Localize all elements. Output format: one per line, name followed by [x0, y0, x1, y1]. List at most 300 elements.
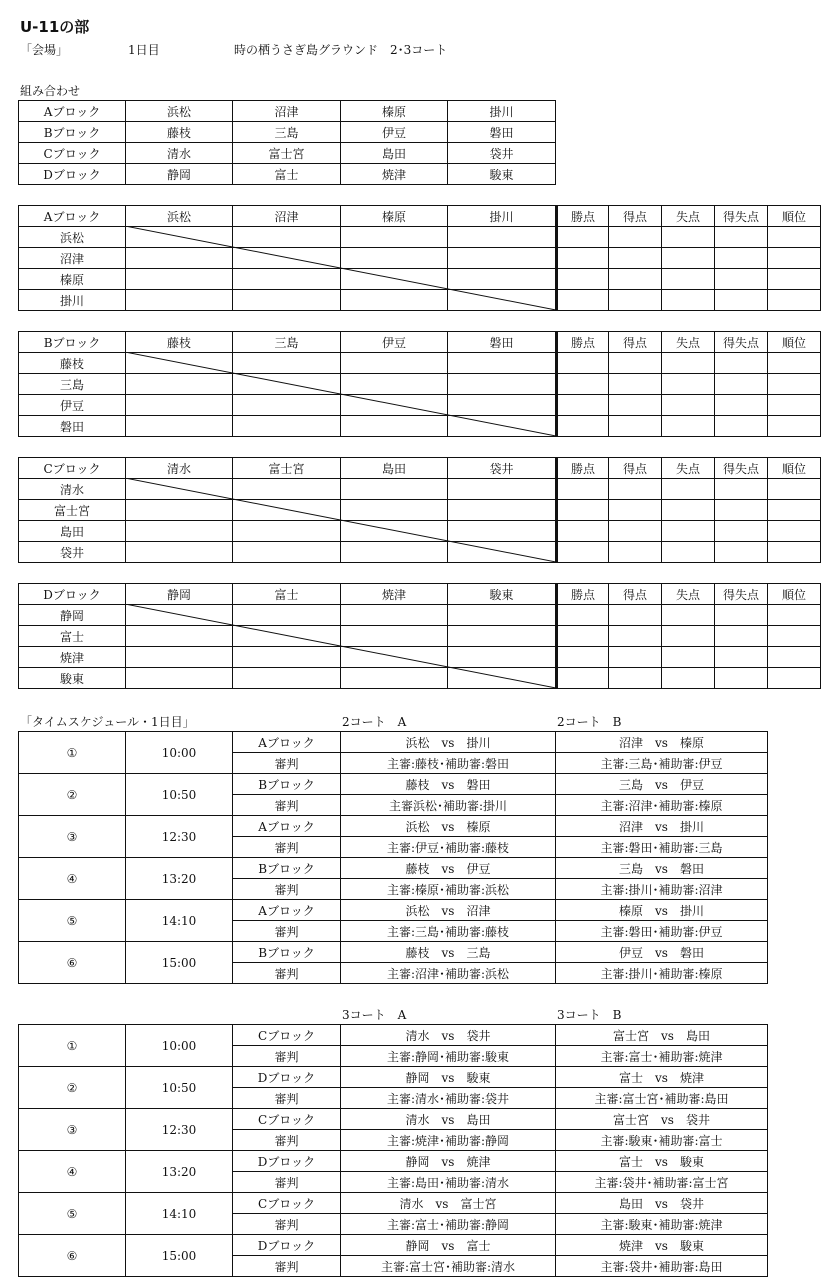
result-cell: [233, 395, 341, 416]
team-name: 富士宮: [19, 500, 126, 521]
stat-cell: [715, 374, 768, 395]
team-name: 三島: [19, 374, 126, 395]
table-row: [19, 1109, 768, 1130]
stat-cell: [557, 290, 609, 311]
court-a-referees: 主審:伊豆･補助審:藤枝: [341, 837, 556, 858]
stat-cell: [557, 500, 609, 521]
team-name: 駿東: [448, 164, 556, 185]
court-a-referees: 主審:焼津･補助審:静岡: [341, 1130, 556, 1151]
kickoff-time: 10:00: [126, 732, 233, 774]
stat-cell: [557, 395, 609, 416]
result-cell: [448, 395, 557, 416]
court-a-label: 3コート A: [342, 1008, 407, 1022]
stat-cell: [715, 416, 768, 437]
referee-label: 審判: [233, 837, 341, 858]
match-number: ④: [19, 858, 126, 900]
stat-header: 得点: [609, 332, 662, 353]
result-cell: [448, 374, 557, 395]
team-name: 榛原: [341, 101, 448, 122]
referee-label: 審判: [233, 1214, 341, 1235]
table-row: [19, 164, 556, 185]
table-row: [19, 1067, 768, 1088]
result-cell: [341, 227, 448, 248]
match-number: ⑥: [19, 942, 126, 984]
court-a-match: 浜松 vs 榛原: [341, 816, 556, 837]
block-name: Aブロック: [233, 732, 341, 753]
result-cell: [233, 290, 341, 311]
stat-header: 順位: [768, 206, 821, 227]
referee-label: 審判: [233, 795, 341, 816]
team-name: 浜松: [19, 227, 126, 248]
stat-header: 得点: [609, 458, 662, 479]
result-cell: [233, 248, 341, 269]
court-a-referees: 主審:沼津･補助審:浜松: [341, 963, 556, 984]
team-name: 沼津: [233, 101, 341, 122]
court-a-match: 清水 vs 袋井: [341, 1025, 556, 1046]
result-cell: [341, 668, 448, 689]
result-cell: [341, 626, 448, 647]
result-cell: [341, 374, 448, 395]
stat-cell: [768, 290, 821, 311]
table-row: [19, 1151, 768, 1172]
result-cell: [233, 605, 341, 626]
stat-cell: [768, 269, 821, 290]
result-cell: [341, 290, 448, 311]
block-name: Bブロック: [19, 122, 126, 143]
block-name: Cブロック: [233, 1193, 341, 1214]
team-name: 三島: [233, 332, 341, 353]
table-row: [19, 248, 821, 269]
stat-cell: [557, 626, 609, 647]
table-row: [19, 122, 556, 143]
page-title: U-11の部: [20, 18, 90, 36]
match-number: ⑤: [19, 900, 126, 942]
block-name: Cブロック: [233, 1109, 341, 1130]
stat-cell: [662, 353, 715, 374]
team-name: 静岡: [126, 584, 233, 605]
block-name: Bブロック: [233, 942, 341, 963]
stat-cell: [768, 479, 821, 500]
header-row: [19, 206, 821, 227]
stat-cell: [557, 605, 609, 626]
team-name: 沼津: [19, 248, 126, 269]
block-name: Dブロック: [233, 1151, 341, 1172]
kickoff-time: 13:20: [126, 858, 233, 900]
result-cell: [233, 353, 341, 374]
block-name: Cブロック: [233, 1025, 341, 1046]
table-row: [19, 816, 768, 837]
court-a-referees: 主審:富士宮･補助審:清水: [341, 1256, 556, 1277]
block-name: Dブロック: [233, 1067, 341, 1088]
court-a-match: 藤枝 vs 伊豆: [341, 858, 556, 879]
team-name: 伊豆: [341, 332, 448, 353]
result-cell: [448, 500, 557, 521]
court-b-match: 富士宮 vs 袋井: [556, 1109, 768, 1130]
block-name: Bブロック: [233, 858, 341, 879]
table-row: [19, 942, 768, 963]
block-name: Aブロック: [19, 206, 126, 227]
result-cell: [341, 269, 448, 290]
court-a-match: 藤枝 vs 磐田: [341, 774, 556, 795]
stat-cell: [557, 353, 609, 374]
stat-cell: [768, 353, 821, 374]
groups-table: [18, 100, 556, 185]
result-cell: [341, 647, 448, 668]
court-b-match: 榛原 vs 掛川: [556, 900, 768, 921]
result-cell: [341, 605, 448, 626]
stat-cell: [557, 542, 609, 563]
court-b-referees: 主審:三島･補助審:伊豆: [556, 753, 768, 774]
team-name: 富士宮: [233, 143, 341, 164]
result-cell: [448, 269, 557, 290]
court-b-match: 島田 vs 袋井: [556, 1193, 768, 1214]
kickoff-time: 13:20: [126, 1151, 233, 1193]
stat-cell: [609, 626, 662, 647]
stat-cell: [662, 605, 715, 626]
court-a-match: 浜松 vs 掛川: [341, 732, 556, 753]
table-row: [19, 416, 821, 437]
table-row: [19, 1235, 768, 1256]
stat-cell: [715, 395, 768, 416]
match-number: ①: [19, 732, 126, 774]
schedule-label: 「タイムスケジュール・1日目」: [20, 715, 195, 729]
stat-cell: [557, 668, 609, 689]
result-cell: [341, 542, 448, 563]
table-row: [19, 374, 821, 395]
stat-cell: [662, 542, 715, 563]
result-cell: [233, 479, 341, 500]
table-row: [19, 626, 821, 647]
referee-label: 審判: [233, 1088, 341, 1109]
stat-cell: [557, 521, 609, 542]
table-row: [19, 353, 821, 374]
stat-cell: [609, 269, 662, 290]
header-row: [19, 584, 821, 605]
kickoff-time: 15:00: [126, 942, 233, 984]
stat-header: 順位: [768, 458, 821, 479]
result-cell: [233, 227, 341, 248]
stat-cell: [768, 668, 821, 689]
block-name: Dブロック: [233, 1235, 341, 1256]
court-b-referees: 主審:沼津･補助審:榛原: [556, 795, 768, 816]
team-name: 袋井: [448, 458, 557, 479]
result-cell: [126, 269, 233, 290]
block-name: Dブロック: [19, 584, 126, 605]
team-name: 沼津: [233, 206, 341, 227]
result-cell: [448, 290, 557, 311]
stat-header: 得失点: [715, 206, 768, 227]
stat-cell: [662, 500, 715, 521]
result-cell: [448, 626, 557, 647]
stat-cell: [557, 647, 609, 668]
court-b-referees: 主審:駿東･補助審:富士: [556, 1130, 768, 1151]
stat-header: 勝点: [557, 332, 609, 353]
stat-cell: [715, 626, 768, 647]
stat-cell: [662, 290, 715, 311]
result-cell: [448, 227, 557, 248]
stat-cell: [609, 479, 662, 500]
table-row: [19, 290, 821, 311]
stat-cell: [715, 542, 768, 563]
table-row: [19, 1025, 768, 1046]
table-row: [19, 858, 768, 879]
result-cell: [448, 248, 557, 269]
result-cell: [126, 353, 233, 374]
stat-cell: [662, 248, 715, 269]
day-label: 1日目: [128, 43, 160, 57]
court-b-label: 3コート B: [557, 1008, 622, 1022]
stat-cell: [715, 668, 768, 689]
standings-table-d: [18, 583, 821, 689]
standings-table-c: [18, 457, 821, 563]
result-cell: [233, 647, 341, 668]
block-name: Cブロック: [19, 458, 126, 479]
referee-label: 審判: [233, 1046, 341, 1067]
result-cell: [341, 500, 448, 521]
stat-header: 得失点: [715, 584, 768, 605]
table-row: [19, 668, 821, 689]
table-row: [19, 395, 821, 416]
stat-cell: [768, 542, 821, 563]
team-name: 三島: [233, 122, 341, 143]
stat-header: 得失点: [715, 332, 768, 353]
table-row: [19, 269, 821, 290]
team-name: 浜松: [126, 206, 233, 227]
block-name: Cブロック: [19, 143, 126, 164]
court-b-match: 沼津 vs 榛原: [556, 732, 768, 753]
stat-header: 失点: [662, 584, 715, 605]
court-a-match: 清水 vs 島田: [341, 1109, 556, 1130]
court-a-match: 静岡 vs 駿東: [341, 1067, 556, 1088]
referee-label: 審判: [233, 1256, 341, 1277]
stat-cell: [557, 374, 609, 395]
court-a-referees: 主審:静岡･補助審:駿東: [341, 1046, 556, 1067]
kickoff-time: 14:10: [126, 1193, 233, 1235]
match-number: ④: [19, 1151, 126, 1193]
result-cell: [126, 605, 233, 626]
team-name: 藤枝: [19, 353, 126, 374]
court-a-match: 静岡 vs 富士: [341, 1235, 556, 1256]
court-b-referees: 主審:袋井･補助審:富士宮: [556, 1172, 768, 1193]
stat-cell: [557, 269, 609, 290]
stat-cell: [557, 479, 609, 500]
stat-cell: [768, 605, 821, 626]
stat-cell: [768, 500, 821, 521]
match-number: ①: [19, 1025, 126, 1067]
stat-cell: [662, 395, 715, 416]
team-name: 藤枝: [126, 122, 233, 143]
stat-cell: [609, 521, 662, 542]
stat-cell: [662, 269, 715, 290]
team-name: 富士: [233, 584, 341, 605]
stat-cell: [557, 227, 609, 248]
team-name: 駿東: [448, 584, 557, 605]
venue-label: 「会場」: [20, 43, 69, 57]
team-name: 袋井: [448, 143, 556, 164]
team-name: 清水: [126, 143, 233, 164]
court-b-referees: 主審:富士･補助審:焼津: [556, 1046, 768, 1067]
match-number: ③: [19, 1109, 126, 1151]
referee-label: 審判: [233, 921, 341, 942]
kickoff-time: 14:10: [126, 900, 233, 942]
stat-cell: [609, 374, 662, 395]
match-number: ②: [19, 1067, 126, 1109]
stat-cell: [715, 647, 768, 668]
table-row: [19, 1193, 768, 1214]
stat-cell: [768, 395, 821, 416]
stat-cell: [662, 647, 715, 668]
table-row: [19, 143, 556, 164]
court-a-match: 清水 vs 富士宮: [341, 1193, 556, 1214]
result-cell: [233, 500, 341, 521]
stat-cell: [715, 500, 768, 521]
result-cell: [341, 248, 448, 269]
team-name: 駿東: [19, 668, 126, 689]
table-row: [19, 732, 768, 753]
stat-cell: [662, 521, 715, 542]
header-row: [19, 458, 821, 479]
table-row: [19, 500, 821, 521]
table-row: [19, 542, 821, 563]
result-cell: [126, 416, 233, 437]
stat-cell: [557, 248, 609, 269]
result-cell: [233, 521, 341, 542]
stat-cell: [609, 227, 662, 248]
stat-cell: [715, 269, 768, 290]
result-cell: [233, 416, 341, 437]
stat-header: 勝点: [557, 206, 609, 227]
team-name: 藤枝: [126, 332, 233, 353]
team-name: 掛川: [448, 101, 556, 122]
court-b-match: 三島 vs 磐田: [556, 858, 768, 879]
court-b-match: 伊豆 vs 磐田: [556, 942, 768, 963]
stat-cell: [715, 605, 768, 626]
court-b-referees: 主審:磐田･補助審:三島: [556, 837, 768, 858]
stat-cell: [768, 647, 821, 668]
court-a-referees: 主審:清水･補助審:袋井: [341, 1088, 556, 1109]
result-cell: [126, 248, 233, 269]
stat-cell: [715, 248, 768, 269]
result-cell: [448, 605, 557, 626]
stat-cell: [715, 353, 768, 374]
table-row: [19, 227, 821, 248]
kickoff-time: 12:30: [126, 816, 233, 858]
result-cell: [341, 479, 448, 500]
stat-header: 失点: [662, 332, 715, 353]
stat-header: 順位: [768, 332, 821, 353]
stat-header: 失点: [662, 206, 715, 227]
result-cell: [126, 374, 233, 395]
table-row: [19, 101, 556, 122]
stat-cell: [662, 416, 715, 437]
team-name: 富士: [19, 626, 126, 647]
referee-label: 審判: [233, 963, 341, 984]
team-name: 焼津: [19, 647, 126, 668]
court-a-referees: 主審:島田･補助審:清水: [341, 1172, 556, 1193]
team-name: 浜松: [126, 101, 233, 122]
result-cell: [341, 521, 448, 542]
result-cell: [233, 374, 341, 395]
kickoff-time: 10:50: [126, 1067, 233, 1109]
result-cell: [233, 269, 341, 290]
court-a-referees: 主審:三島･補助審:藤枝: [341, 921, 556, 942]
stat-cell: [609, 542, 662, 563]
court-b-match: 焼津 vs 駿東: [556, 1235, 768, 1256]
result-cell: [126, 521, 233, 542]
court-a-referees: 主審:富士･補助審:静岡: [341, 1214, 556, 1235]
court-b-referees: 主審:富士宮･補助審:島田: [556, 1088, 768, 1109]
result-cell: [448, 416, 557, 437]
team-name: 清水: [19, 479, 126, 500]
result-cell: [448, 521, 557, 542]
stat-cell: [609, 668, 662, 689]
block-name: Bブロック: [233, 774, 341, 795]
stat-cell: [768, 248, 821, 269]
stat-cell: [662, 479, 715, 500]
team-name: 焼津: [341, 164, 448, 185]
result-cell: [126, 479, 233, 500]
result-cell: [126, 290, 233, 311]
court-a-referees: 主審:榛原･補助審:浜松: [341, 879, 556, 900]
team-name: 静岡: [126, 164, 233, 185]
standings-table-b: [18, 331, 821, 437]
court-b-referees: 主審:磐田･補助審:伊豆: [556, 921, 768, 942]
block-name: Aブロック: [233, 900, 341, 921]
stat-cell: [609, 605, 662, 626]
court-b-match: 富士 vs 焼津: [556, 1067, 768, 1088]
team-name: 袋井: [19, 542, 126, 563]
block-name: Aブロック: [233, 816, 341, 837]
kickoff-time: 12:30: [126, 1109, 233, 1151]
referee-label: 審判: [233, 1172, 341, 1193]
stat-cell: [662, 626, 715, 647]
schedule-table-3court: [18, 1024, 768, 1277]
stat-cell: [609, 647, 662, 668]
table-row: [19, 521, 821, 542]
court-a-match: 藤枝 vs 三島: [341, 942, 556, 963]
team-name: 富士宮: [233, 458, 341, 479]
court-b-referees: 主審:掛川･補助審:沼津: [556, 879, 768, 900]
court-b-label: 2コート B: [557, 715, 622, 729]
team-name: 榛原: [19, 269, 126, 290]
kickoff-time: 10:50: [126, 774, 233, 816]
stat-cell: [609, 395, 662, 416]
court-b-match: 沼津 vs 掛川: [556, 816, 768, 837]
result-cell: [126, 227, 233, 248]
kickoff-time: 10:00: [126, 1025, 233, 1067]
result-cell: [341, 416, 448, 437]
team-name: 榛原: [341, 206, 448, 227]
result-cell: [233, 626, 341, 647]
stat-header: 勝点: [557, 584, 609, 605]
result-cell: [126, 500, 233, 521]
schedule-table-2court: [18, 731, 768, 984]
referee-label: 審判: [233, 753, 341, 774]
result-cell: [448, 668, 557, 689]
team-name: 島田: [19, 521, 126, 542]
stat-cell: [768, 626, 821, 647]
block-name: Aブロック: [19, 101, 126, 122]
result-cell: [341, 353, 448, 374]
referee-label: 審判: [233, 879, 341, 900]
stat-header: 得点: [609, 206, 662, 227]
result-cell: [233, 542, 341, 563]
table-row: [19, 479, 821, 500]
stat-header: 得失点: [715, 458, 768, 479]
court-b-referees: 主審:袋井･補助審:島田: [556, 1256, 768, 1277]
result-cell: [341, 395, 448, 416]
match-number: ⑥: [19, 1235, 126, 1277]
